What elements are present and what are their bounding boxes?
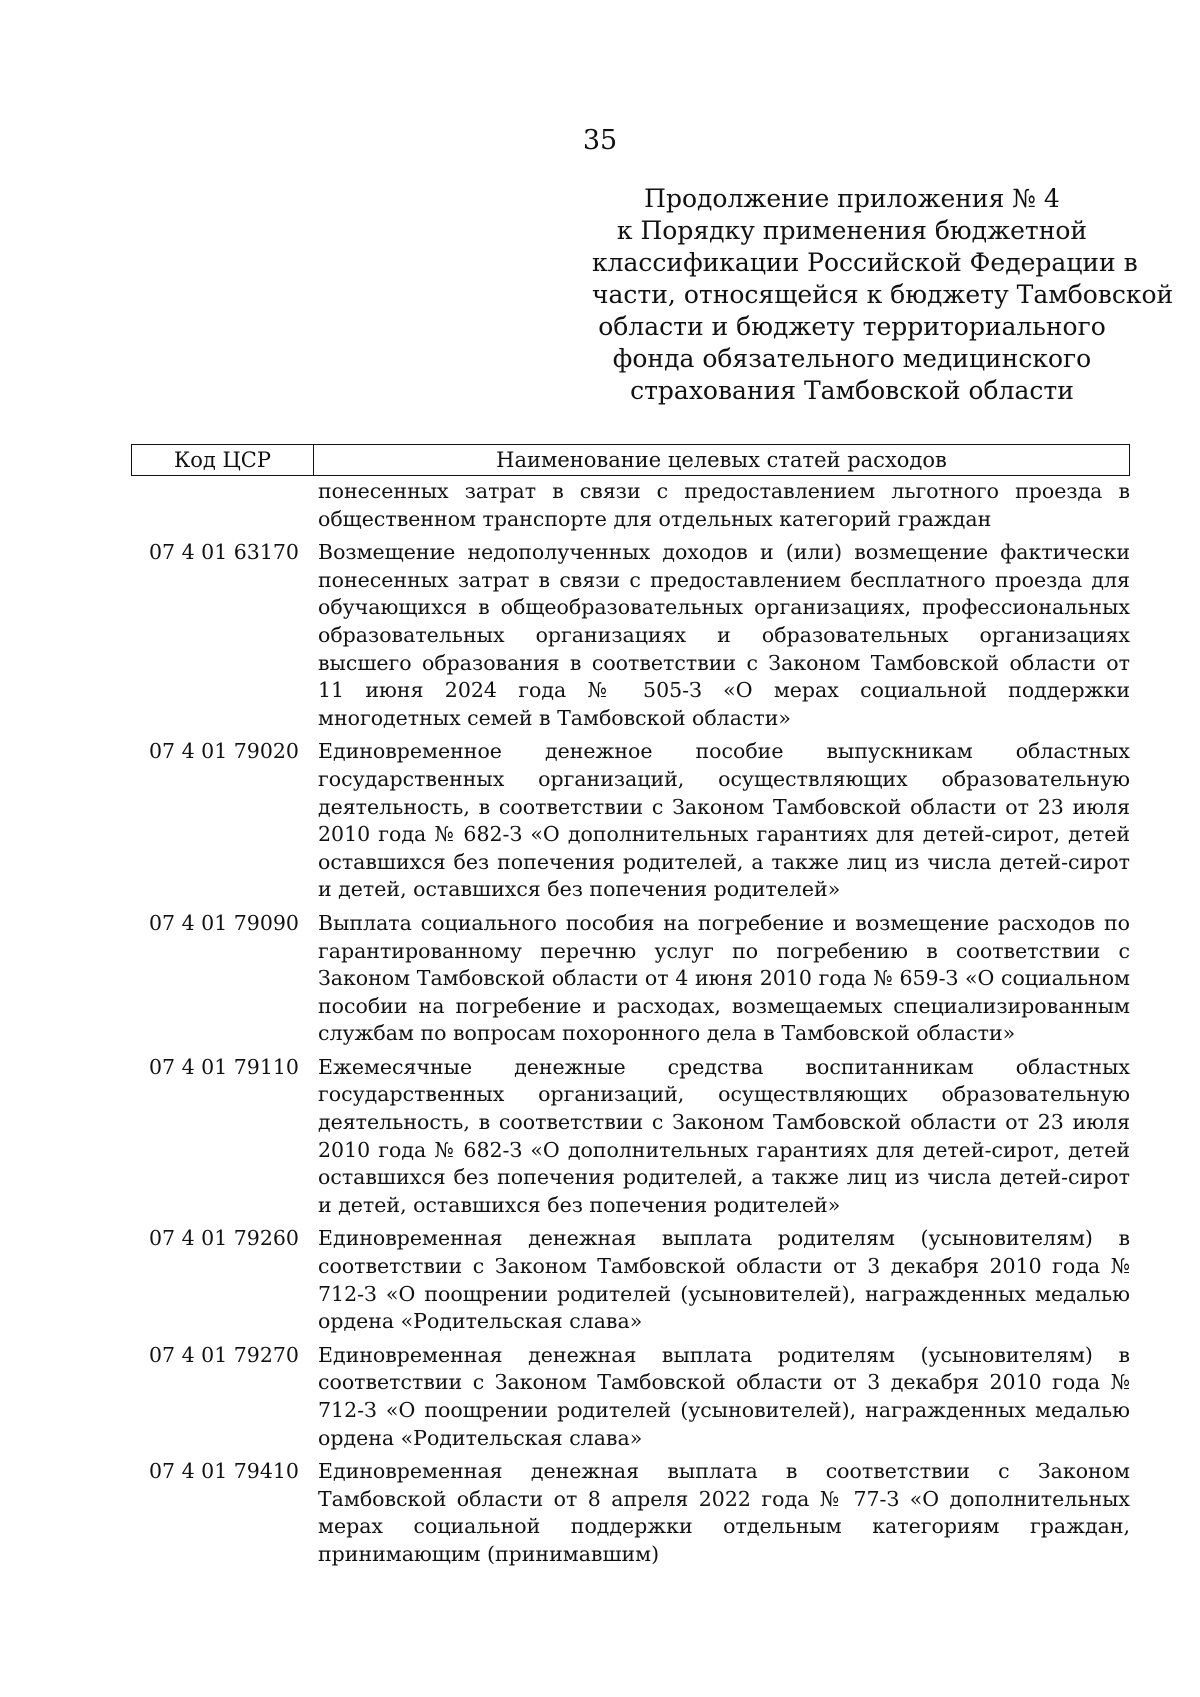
- appendix-header: [592, 183, 1174, 407]
- row-code: 07 4 01 79260: [149, 1226, 299, 1251]
- table-row: [131, 738, 1130, 904]
- table-row: [131, 1225, 1130, 1335]
- table-row: [131, 910, 1130, 1048]
- table-header: [131, 444, 1130, 476]
- column-header-code: Код ЦСР: [132, 445, 314, 475]
- appendix-header-line: фонда обязательного медицинского: [612, 344, 1092, 373]
- table-row: [131, 478, 1130, 533]
- appendix-header-line: Продолжение приложения № 4: [644, 184, 1060, 213]
- table-body: [131, 478, 1130, 1575]
- row-code: 07 4 01 79110: [149, 1054, 299, 1079]
- appendix-header-line: части, относящейся к бюджету Тамбовской: [592, 280, 1174, 309]
- appendix-header-line: области и бюджету территориального: [598, 312, 1106, 341]
- row-code: 07 4 01 79410: [149, 1459, 299, 1484]
- row-description: понесенных затрат в связи с предоставлением льготного проезда в общественном транспорте для отдельных категорий граждан: [318, 479, 1130, 531]
- appendix-header-line: страхования Тамбовской области: [630, 376, 1074, 405]
- row-code: 07 4 01 79020: [149, 739, 299, 764]
- row-code: 07 4 01 63170: [149, 540, 299, 565]
- page-number: 35: [582, 125, 618, 156]
- table-row: [131, 539, 1130, 732]
- column-header-name: Наименование целевых статей расходов: [496, 448, 947, 472]
- appendix-header-line: к Порядку применения бюджетной: [616, 216, 1088, 245]
- row-description: Единовременное денежное пособие выпускникам областных государственных организаций, осуществляющих образовательную деятельность, в соответствии с Законом Тамбовской области от 23 июля 2010 года № 682-З «О дополнительных гарантиях для детей-сирот, детей оставшихся без попечения родителей, а также лиц из числа детей-сирот и детей, оставшихся без попечения родителей»: [318, 739, 1130, 902]
- row-code: 07 4 01 79270: [149, 1342, 299, 1367]
- row-description: Единовременная денежная выплата в соответствии с Законом Тамбовской области от 8 апреля 2022 года № 77-З «О дополнительных мерах социальной поддержки отдельным категориям граждан, принимающим (принимавшим): [318, 1459, 1130, 1566]
- row-code: [131, 478, 313, 533]
- table-row: [131, 1342, 1130, 1452]
- row-description: Единовременная денежная выплата родителям (усыновителям) в соответствии с Законом Тамбовской области от 3 декабря 2010 года № 712-З «О поощрении родителей (усыновителей), награжденных медалью ордена «Родительская слава»: [318, 1342, 1130, 1450]
- row-description: Выплата социального пособия на погребение и возмещение расходов по гарантированному перечню услуг по погребению в соответствии с Законом Тамбовской области от 4 июня 2010 года № 659-З «О социальном пособии на погребение и расходах, возмещаемых специализированным службам по вопросам похоронного дела в Тамбовской области»: [318, 910, 1130, 1046]
- row-description: Возмещение недополученных доходов и (или) возмещение фактически понесенных затрат в связи с предоставлением бесплатного проезда для обучающихся в общеобразовательных организациях, профессиональных образовательных организациях и образовательных организациях высшего образования в соответствии с Законом Тамбовской области от 11 июня 2024 года № 505-З «О мерах социальной поддержки многодетных семей в Тамбовской области»: [318, 540, 1130, 730]
- appendix-header-line: классификации Российской Федерации в: [592, 248, 1138, 277]
- table-row: [131, 1054, 1130, 1220]
- row-description: Единовременная денежная выплата родителям (усыновителям) в соответствии с Законом Тамбовской области от 3 декабря 2010 года № 712-З «О поощрении родителей (усыновителей), награжденных медалью ордена «Родительская слава»: [318, 1226, 1130, 1334]
- row-code: 07 4 01 79090: [149, 910, 299, 935]
- row-description: Ежемесячные денежные средства воспитанникам областных государственных организаций, осуществляющих образовательную деятельность, в соответствии с Законом Тамбовской области от 23 июля 2010 года № 682-З «О дополнительных гарантиях для детей-сирот, детей оставшихся без попечения родителей, а также лиц из числа детей-сирот и детей, оставшихся без попечения родителей»: [318, 1054, 1130, 1217]
- table-row: [131, 1458, 1130, 1568]
